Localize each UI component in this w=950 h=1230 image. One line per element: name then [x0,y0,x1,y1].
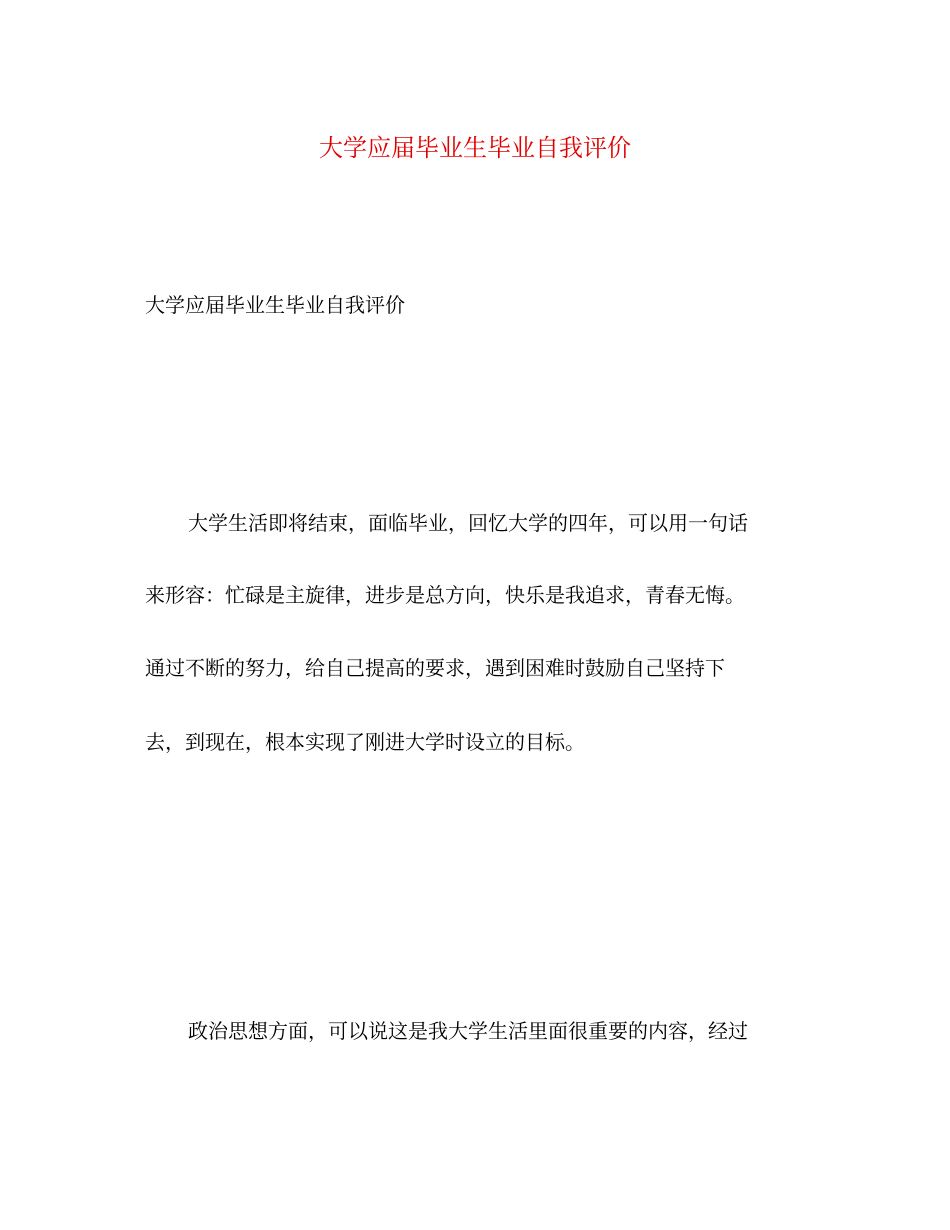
paragraph-1-line-4: 去，到现在，根本实现了刚进大学时设立的目标。 [145,730,585,754]
paragraph-1-line-3: 通过不断的努力，给自己提高的要求，遇到困难时鼓励自己坚持下 [145,656,725,680]
paragraph-1-line-1: 大学生活即将结束，面临毕业，回忆大学的四年，可以用一句话 [188,511,748,535]
paragraph-2-line-1: 政治思想方面，可以说这是我大学生活里面很重要的内容，经过 [188,1019,748,1043]
document-subtitle: 大学应届毕业生毕业自我评价 [145,293,405,317]
document-title: 大学应届毕业生毕业自我评价 [319,134,631,162]
paragraph-1-line-2: 来形容：忙碌是主旋律，进步是总方向，快乐是我追求，青春无悔。 [145,583,745,607]
